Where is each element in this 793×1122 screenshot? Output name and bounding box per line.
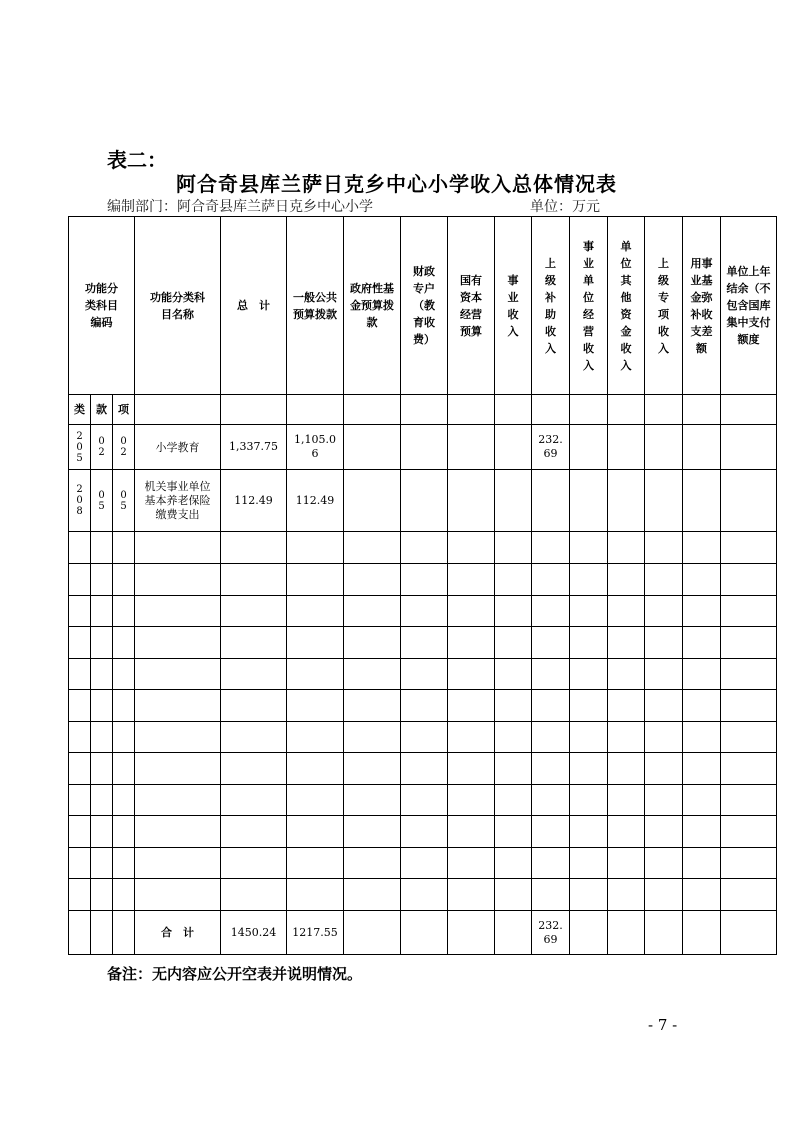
- page-number: - 7 -: [648, 1016, 678, 1034]
- unit-label: 单位：万元: [530, 199, 600, 215]
- empty-row: [69, 532, 777, 564]
- totals-superior-subsidy: 232.69: [538, 918, 563, 946]
- empty-row: [69, 627, 777, 659]
- header-operating: 事业单位经营收入: [570, 217, 608, 395]
- row-general: 112.49: [287, 470, 344, 532]
- empty-row: [69, 690, 777, 722]
- row-name: 小学教育: [135, 425, 221, 470]
- totals-label: 合 计: [135, 911, 221, 955]
- empty-row: [69, 816, 777, 848]
- empty-row: [69, 879, 777, 911]
- empty-row: [69, 659, 777, 690]
- row-lei: 205: [76, 430, 83, 464]
- header-superior-subsidy: 上级补助收入: [532, 217, 570, 395]
- header-business: 事业收入: [495, 217, 532, 395]
- header-general: 一般公共预算拨款: [287, 217, 344, 395]
- sub-header-row: [69, 395, 777, 425]
- table-row: [69, 425, 777, 470]
- row-xiang: 05: [120, 489, 127, 512]
- row-superior-subsidy: [532, 470, 570, 532]
- header-other: 单位其他资金收入: [608, 217, 645, 395]
- sub-header-kuan: 款: [91, 395, 113, 425]
- note: 备注：无内容应公开空表并说明情况。: [107, 965, 363, 983]
- header-fund: 政府性基金预算拨款: [344, 217, 401, 395]
- totals-row: [69, 911, 777, 955]
- totals-general: 1217.55: [287, 911, 344, 955]
- header-special: 财政专户（教育收费）: [401, 217, 448, 395]
- row-lei: 208: [76, 484, 83, 517]
- empty-row: [69, 785, 777, 816]
- empty-row: [69, 722, 777, 753]
- header-row: [69, 217, 777, 395]
- empty-row: [69, 564, 777, 596]
- header-code: 功能分类科目编码: [69, 217, 135, 395]
- totals-total: 1450.24: [221, 911, 287, 955]
- row-total: 112.49: [221, 470, 287, 532]
- department-label: 编制部门：阿合奇县库兰萨日克乡中心小学: [107, 199, 373, 215]
- row-superior-subsidy: 232.69: [538, 433, 563, 460]
- header-total: 总 计: [221, 217, 287, 395]
- header-superior-special: 上级专项收入: [645, 217, 683, 395]
- empty-row: [69, 848, 777, 879]
- row-kuan: 05: [98, 489, 105, 512]
- table-row: [69, 470, 777, 532]
- sub-header-lei: 类: [69, 395, 91, 425]
- row-kuan: 02: [98, 436, 105, 458]
- row-general: 1,105.06: [294, 433, 336, 460]
- table-label: 表二：: [107, 148, 167, 172]
- header-fund-gap: 用事业基金弥补收支差额: [683, 217, 721, 395]
- empty-row: [69, 596, 777, 627]
- income-table: [68, 216, 777, 955]
- sub-header-xiang: 项: [113, 395, 135, 425]
- document-title: 阿合奇县库兰萨日克乡中心小学收入总体情况表: [176, 172, 617, 196]
- row-xiang: 02: [120, 436, 127, 458]
- row-name: 机关事业单位基本养老保险缴费支出: [144, 479, 211, 521]
- header-prior-balance: 单位上年结余（不包含国库集中支付额度: [721, 217, 777, 395]
- header-name: 功能分类科目名称: [135, 217, 221, 395]
- header-state-capital: 国有资本经营预算: [448, 217, 495, 395]
- empty-row: [69, 753, 777, 785]
- row-total: 1,337.75: [229, 440, 278, 453]
